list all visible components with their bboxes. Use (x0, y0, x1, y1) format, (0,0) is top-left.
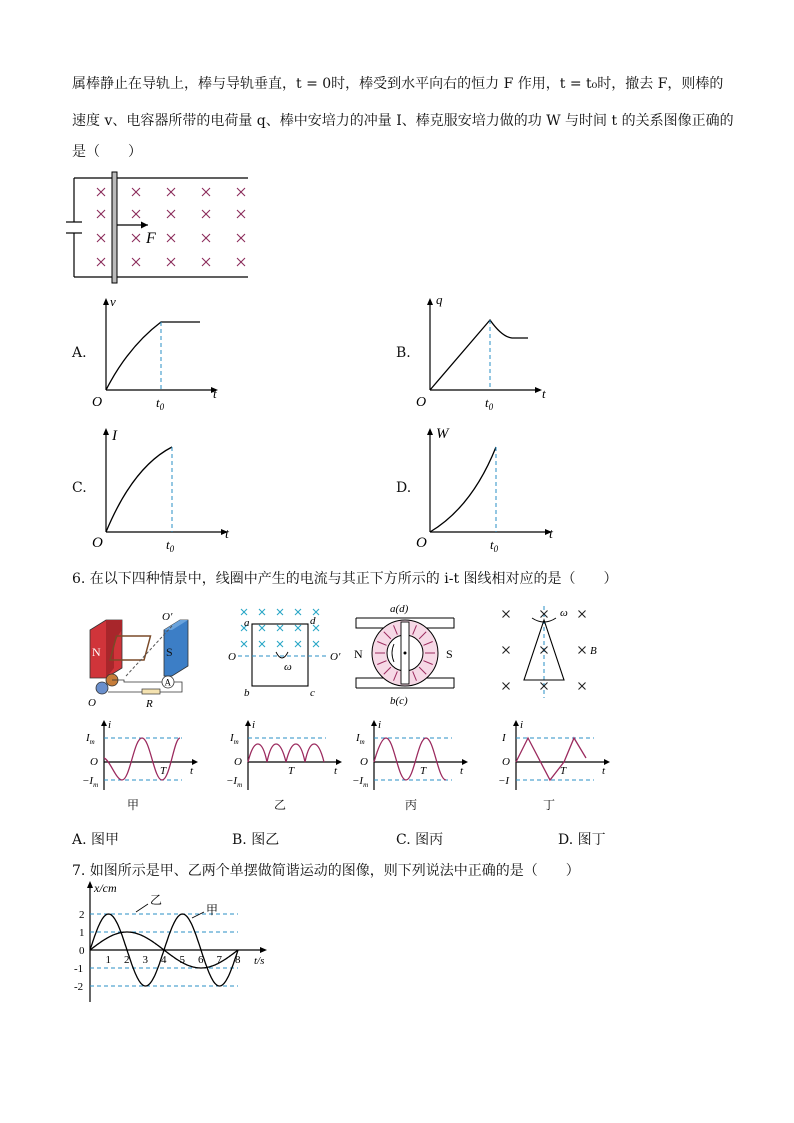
field-cross-icon (202, 188, 210, 196)
coil-in-field-figure (226, 606, 346, 702)
caption-ding: 丁 (543, 798, 556, 812)
y-axis-label: x/cm (94, 881, 117, 895)
label-period: T (160, 765, 167, 777)
label-origin: O (502, 756, 510, 768)
q5-stem-line-2: 速度 v、电容器所带的电荷量 q、棒中安培力的冲量 I、棒克服安培力做的功 W 与时间 t 的关系图像正确的 (72, 113, 734, 129)
corner-d: d (310, 615, 316, 627)
axis-o: O (88, 697, 96, 708)
label-period: T (560, 765, 567, 777)
field-cross-icon (97, 210, 105, 218)
field-cross-icon (277, 641, 283, 647)
field-cross-icon (237, 188, 245, 196)
field-cross-icon (295, 609, 301, 615)
x-axis-label: t/s (254, 955, 265, 967)
option-a-letter: A. (72, 345, 87, 361)
x-tick-label: 3 (142, 954, 148, 966)
field-cross-icon (277, 625, 283, 631)
label-i: I (502, 732, 506, 744)
axis-o-prime: O′ (330, 651, 341, 663)
q6-choice-c: C. 图丙 (396, 832, 444, 848)
field-cross-icon (259, 641, 265, 647)
field-cross-icon (202, 210, 210, 218)
x-tick-label: 1 (105, 954, 111, 966)
option-d-graph (412, 422, 562, 552)
field-cross-icon (167, 210, 175, 218)
corner-c: c (310, 687, 315, 699)
field-cross-icon (202, 258, 210, 266)
q6-choice-d: D. 图丁 (558, 832, 606, 848)
q7-stem: 7. 如图所示是甲、乙两个单摆做简谐运动的图像，则下列说法中正确的是（ ） (72, 863, 580, 879)
caption-jia: 甲 (127, 798, 140, 812)
field-cross-icon (295, 625, 301, 631)
q5-stem-line-3: 是（ ） (72, 144, 142, 160)
magnet-n: N (92, 645, 101, 659)
graph-bing (352, 718, 472, 792)
series-label-jia: 甲 (206, 903, 219, 917)
series-label-yi: 乙 (150, 893, 163, 907)
q6-stem: 6. 在以下四种情景中，线圈中产生的电流与其正下方所示的 i-t 图线相对应的是（ ） (72, 571, 618, 587)
omega-label: ω (284, 661, 292, 673)
axis-t: t (549, 527, 553, 542)
graph-jia (82, 718, 202, 792)
pole-s: S (446, 647, 453, 661)
generator-figure (84, 608, 202, 708)
label-origin: O (234, 756, 242, 768)
triangle-coil-figure (494, 604, 604, 700)
field-cross-icon (277, 609, 283, 615)
label-neg-im: $-I_m$ (226, 775, 243, 789)
field-cross-icon (167, 258, 175, 266)
field-cross-icon (259, 609, 265, 615)
axis-t: t (190, 765, 194, 777)
option-b-letter: B. (396, 345, 411, 361)
field-cross-icon (503, 611, 510, 618)
field-b: B (590, 645, 597, 657)
y-tick-label: 0 (79, 945, 85, 957)
label-origin: O (90, 756, 98, 768)
axis-i: i (378, 719, 382, 731)
x-tick-label: 7 (216, 954, 222, 966)
axis-t: t (334, 765, 338, 777)
y-tick-label: 1 (79, 927, 85, 939)
resistor (142, 689, 160, 694)
option-a-graph (88, 292, 228, 412)
field-cross-icon (579, 611, 586, 618)
field-cross-icon (167, 234, 175, 242)
q6-choice-a: A. 图甲 (72, 832, 120, 848)
corner-a: a (244, 617, 250, 629)
label-neg-i: −I (498, 775, 510, 787)
label-ad: a(d) (390, 603, 409, 615)
label-origin: O (360, 756, 368, 768)
axis-v: v (110, 294, 116, 309)
q6-choice-b: B. 图乙 (232, 832, 280, 848)
y-tick-label: -1 (74, 963, 84, 975)
field-cross-icon (237, 258, 245, 266)
axis-i: I (112, 428, 117, 444)
x-tick-label: 5 (179, 954, 185, 966)
option-b-graph (412, 292, 552, 412)
axis-t: t (213, 386, 217, 401)
field-cross-icon (541, 647, 548, 654)
field-cross-icon (97, 258, 105, 266)
axis-o-prime: O′ (162, 611, 173, 623)
tick-t0: $t_0$ (156, 395, 165, 412)
label-im: $I_m$ (230, 732, 239, 746)
axis-o: O (228, 651, 236, 663)
origin-label: O (92, 535, 103, 551)
axis-i: i (520, 719, 524, 731)
origin-label: O (92, 395, 103, 410)
pendulum-xt-chart (70, 878, 290, 1008)
field-cross-icon (295, 641, 301, 647)
axis-i: i (252, 719, 256, 731)
corner-b: b (244, 687, 250, 699)
label-period: T (420, 765, 427, 777)
origin-label: O (416, 535, 427, 551)
field-cross-icon (313, 641, 319, 647)
graph-ding (494, 718, 614, 792)
x-tick-label: 8 (235, 954, 241, 966)
field-cross-icon (97, 234, 105, 242)
x-tick-label: 6 (198, 954, 204, 966)
field-cross-icon (579, 647, 586, 654)
radial-field-figure (350, 600, 460, 710)
field-cross-icon (202, 234, 210, 242)
tick-t0: $t_0$ (490, 537, 499, 552)
option-c-graph (88, 422, 238, 552)
q5-stem-line-1: 属棒静止在导轨上，棒与导轨垂直，t = 0时，棒受到水平向右的恒力 F 作用，t = t₀时，撤去 F，则棒的 (72, 76, 724, 92)
axis-t: t (225, 527, 229, 542)
field-cross-icon (132, 258, 140, 266)
option-c-letter: C. (72, 480, 87, 496)
rail-circuit-figure (66, 170, 256, 285)
label-bc: b(c) (390, 695, 408, 707)
field-cross-icon (579, 683, 586, 690)
label-period: T (288, 765, 295, 777)
field-cross-icon (241, 641, 247, 647)
field-cross-icon (132, 210, 140, 218)
force-label: F (146, 230, 156, 247)
axis-q: q (436, 292, 443, 307)
axis-t: t (542, 386, 546, 401)
axis-i: i (108, 719, 112, 731)
field-cross-icon (167, 188, 175, 196)
caption-bing: 丙 (405, 798, 418, 812)
label-im: $I_m$ (86, 732, 95, 746)
field-cross-icon (241, 609, 247, 615)
option-d-letter: D. (396, 480, 412, 496)
tick-t0: $t_0$ (485, 395, 494, 412)
field-cross-icon (259, 625, 265, 631)
caption-yi: 乙 (274, 798, 287, 812)
magnet-s: S (166, 645, 173, 659)
ammeter-label: A (164, 677, 171, 688)
field-cross-icon (132, 234, 140, 242)
axis-w: W (436, 426, 449, 442)
pole-n: N (354, 647, 363, 661)
field-cross-icon (237, 234, 245, 242)
x-tick-label: 4 (161, 954, 167, 966)
label-neg-im: $-I_m$ (82, 775, 99, 789)
axis-t: t (602, 765, 606, 777)
axis-t: t (460, 765, 464, 777)
resistor-label: R (146, 698, 153, 708)
field-cross-icon (132, 188, 140, 196)
field-cross-icon (503, 683, 510, 690)
origin-label: O (416, 395, 427, 410)
x-tick-label: 2 (124, 954, 130, 966)
y-tick-label: -2 (74, 981, 84, 993)
field-cross-icon (97, 188, 105, 196)
y-tick-label: 2 (79, 909, 85, 921)
label-neg-im: $-I_m$ (352, 775, 369, 789)
field-cross-icon (237, 210, 245, 218)
metal-rod (112, 172, 117, 283)
tick-t0: $t_0$ (166, 537, 175, 552)
field-cross-icon (503, 647, 510, 654)
omega-label: ω (560, 607, 568, 619)
label-im: $I_m$ (356, 732, 365, 746)
graph-yi (226, 718, 346, 792)
